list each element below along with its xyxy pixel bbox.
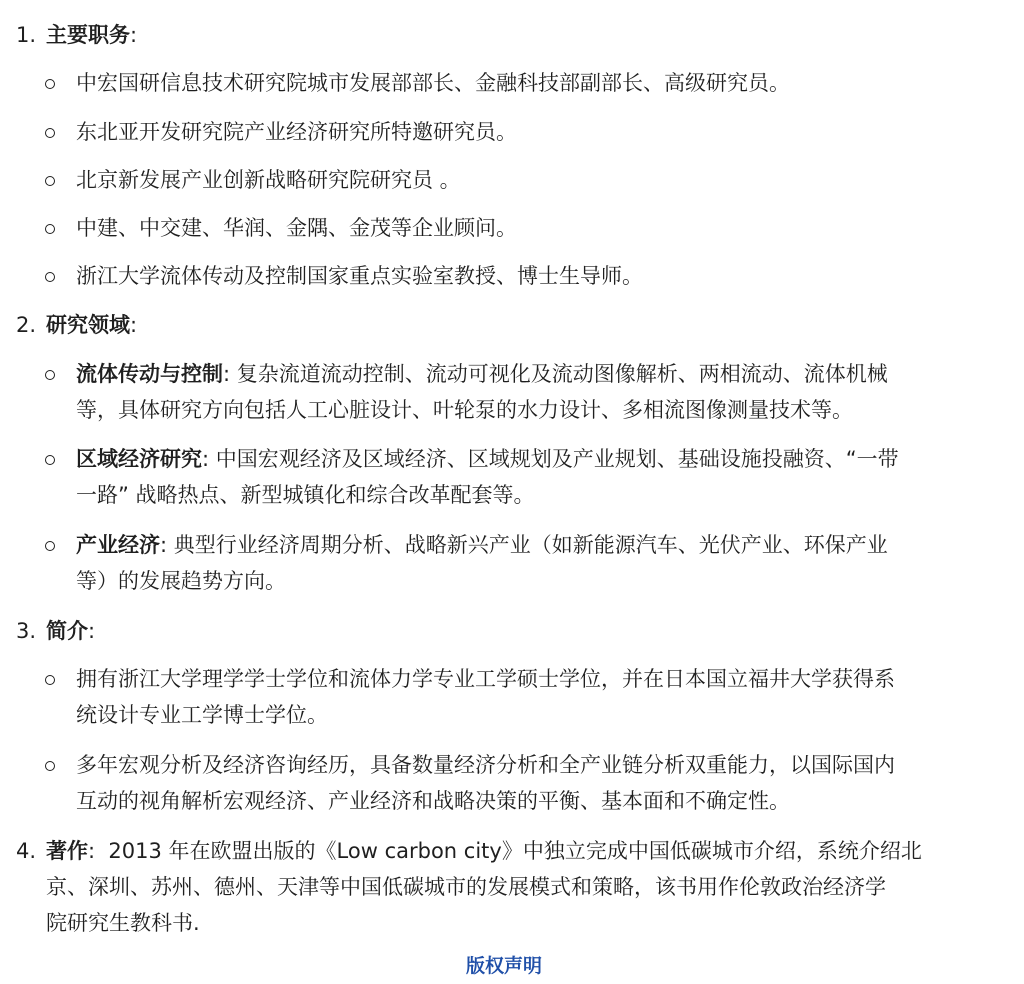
list-item: 中宏国研信息技术研究院城市发展部部长、金融科技部副部长、高级研究员。 (76, 71, 790, 95)
bullet-icon (45, 176, 55, 186)
list-item: 流体传动与控制: 复杂流道流动控制、流动可视化及流动图像解析、两相流动、流体机械 (76, 362, 888, 386)
bullet-icon (45, 224, 55, 234)
section-number: 2. (16, 313, 37, 337)
copyright-link[interactable]: 版权声明 (466, 955, 543, 977)
bullet-icon (45, 541, 55, 551)
list-item-continuation: 统设计专业工学博士学位。 (76, 703, 328, 727)
list-item: 浙江大学流体传动及控制国家重点实验室教授、博士生导师。 (76, 264, 643, 288)
section-title: 研究领域: (46, 313, 138, 337)
list-item: 区域经济研究: 中国宏观经济及区域经济、区域规划及产业规划、基础设施投融资、“一带 (76, 447, 899, 471)
list-item: 中建、中交建、华润、金隅、金茂等企业顾问。 (76, 216, 517, 240)
bullet-icon (45, 675, 55, 685)
bullet-icon (45, 79, 55, 89)
section-number: 3. (16, 619, 37, 643)
list-item: 北京新发展产业创新战略研究院研究员 。 (76, 168, 461, 192)
list-item-continuation: 等，具体研究方向包括人工心脏设计、叶轮泵的水力设计、多相流图像测量技术等。 (76, 398, 853, 422)
list-item-continuation: 一路” 战略热点、新型城镇化和综合改革配套等。 (76, 483, 535, 507)
section-title: 著作: 2013 年在欧盟出版的《Low carbon city》中独立完成中国低碳城市介绍，系统介绍北 (46, 839, 922, 863)
list-item: 东北亚开发研究院产业经济研究所特邀研究员。 (76, 120, 517, 144)
list-item-continuation: 等）的发展趋势方向。 (76, 569, 286, 593)
bullet-icon (45, 272, 55, 282)
bullet-icon (45, 455, 55, 465)
section-title: 简介: (46, 619, 96, 643)
section-title: 主要职务: (46, 23, 138, 47)
bullet-icon (45, 761, 55, 771)
bullet-icon (45, 128, 55, 138)
list-item-continuation: 互动的视角解析宏观经济、产业经济和战略决策的平衡、基本面和不确定性。 (76, 789, 790, 813)
list-item: 多年宏观分析及经济咨询经历，具备数量经济分析和全产业链分析双重能力，以国际国内 (76, 753, 895, 777)
list-item: 产业经济: 典型行业经济周期分析、战略新兴产业（如新能源汽车、光伏产业、环保产业 (76, 533, 888, 557)
section-number: 4. (16, 839, 37, 863)
section-number: 1. (16, 23, 37, 47)
paragraph-line: 院研究生教科书. (46, 911, 200, 935)
list-item: 拥有浙江大学理学学士学位和流体力学专业工学硕士学位，并在日本国立福井大学获得系 (76, 667, 895, 691)
bullet-icon (45, 370, 55, 380)
paragraph-line: 京、深圳、苏州、德州、天津等中国低碳城市的发展模式和策略，该书用作伦敦政治经济学 (46, 875, 886, 899)
